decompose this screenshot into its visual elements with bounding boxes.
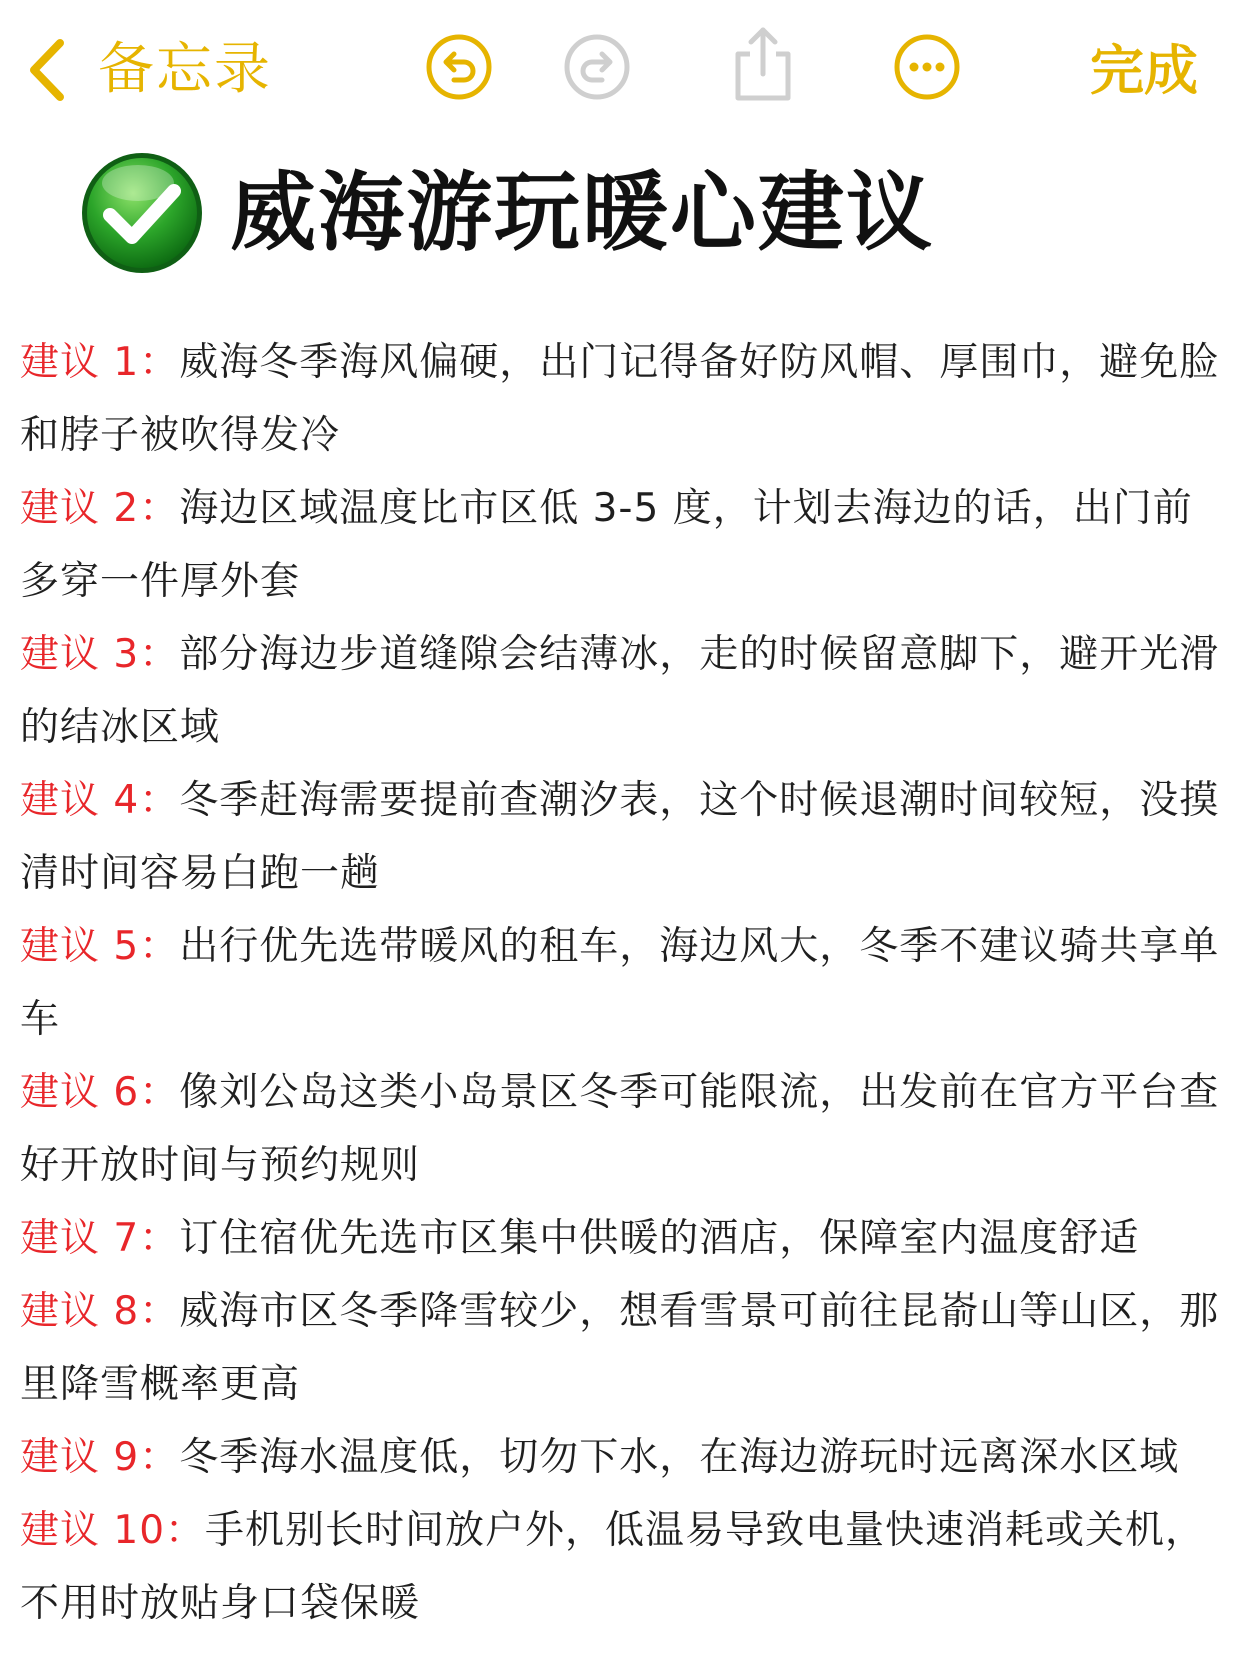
tip-text: 威海市区冬季降雪较少，想看雪景可前往昆嵛山等山区，那里降雪概率更高 xyxy=(20,1289,1220,1407)
tip-item xyxy=(20,472,1220,618)
tip-item xyxy=(20,1275,1220,1421)
tip-text: 部分海边步道缝隙会结薄冰，走的时候留意脚下，避开光滑的结冰区域 xyxy=(20,632,1220,750)
tip-text: 手机别长时间放户外，低温易导致电量快速消耗或关机，不用时放贴身口袋保暖 xyxy=(20,1508,1206,1626)
tip-item xyxy=(20,1056,1220,1202)
tips-list xyxy=(20,326,1220,1640)
more-icon xyxy=(892,32,962,102)
tip-label: 建议 2： xyxy=(20,486,180,531)
chevron-left-icon xyxy=(22,35,72,105)
tip-text: 出行优先选带暖风的租车，海边风大，冬季不建议骑共享单车 xyxy=(20,924,1220,1042)
tip-label: 建议 8： xyxy=(20,1289,180,1334)
tip-item xyxy=(20,910,1220,1056)
more-button[interactable] xyxy=(892,32,962,102)
tip-item xyxy=(20,326,1220,472)
tip-text: 冬季海水温度低，切勿下水，在海边游玩时远离深水区域 xyxy=(179,1435,1180,1480)
tip-label: 建议 4： xyxy=(20,778,180,823)
done-button[interactable]: 完成 xyxy=(1090,39,1198,102)
tip-text: 威海冬季海风偏硬，出门记得备好防风帽、厚围巾，避免脸和脖子被吹得发冷 xyxy=(20,340,1220,458)
tip-item xyxy=(20,618,1220,764)
tip-label: 建议 3： xyxy=(20,632,180,677)
toolbar xyxy=(0,0,1242,140)
note-title-row xyxy=(78,148,934,278)
tip-label: 建议 1： xyxy=(20,340,180,385)
tip-text: 冬季赶海需要提前查潮汐表，这个时候退潮时间较短，没摸清时间容易白跑一趟 xyxy=(20,778,1220,896)
tip-label: 建议 10： xyxy=(20,1508,206,1553)
note-title: 威海游玩暖心建议 xyxy=(230,163,934,263)
tip-item xyxy=(20,1202,1220,1275)
back-button[interactable] xyxy=(22,28,272,112)
share-icon xyxy=(730,24,796,104)
tip-item xyxy=(20,1421,1220,1494)
redo-button[interactable] xyxy=(562,32,632,102)
tip-label: 建议 7： xyxy=(20,1216,180,1261)
tip-text: 订住宿优先选市区集中供暖的酒店，保障室内温度舒适 xyxy=(179,1216,1140,1261)
redo-icon xyxy=(562,32,632,102)
check-icon xyxy=(78,149,206,277)
tip-label: 建议 6： xyxy=(20,1070,180,1115)
share-button[interactable] xyxy=(730,24,796,104)
tip-label: 建议 5： xyxy=(20,924,180,969)
tip-text: 像刘公岛这类小岛景区冬季可能限流，出发前在官方平台查好开放时间与预约规则 xyxy=(20,1070,1220,1188)
undo-button[interactable] xyxy=(424,32,494,102)
tip-item xyxy=(20,1494,1220,1640)
undo-icon xyxy=(424,32,494,102)
tip-item xyxy=(20,764,1220,910)
back-label: 备忘录 xyxy=(98,37,272,102)
tip-label: 建议 9： xyxy=(20,1435,180,1480)
tip-text: 海边区域温度比市区低 3-5 度，计划去海边的话，出门前多穿一件厚外套 xyxy=(20,486,1193,604)
